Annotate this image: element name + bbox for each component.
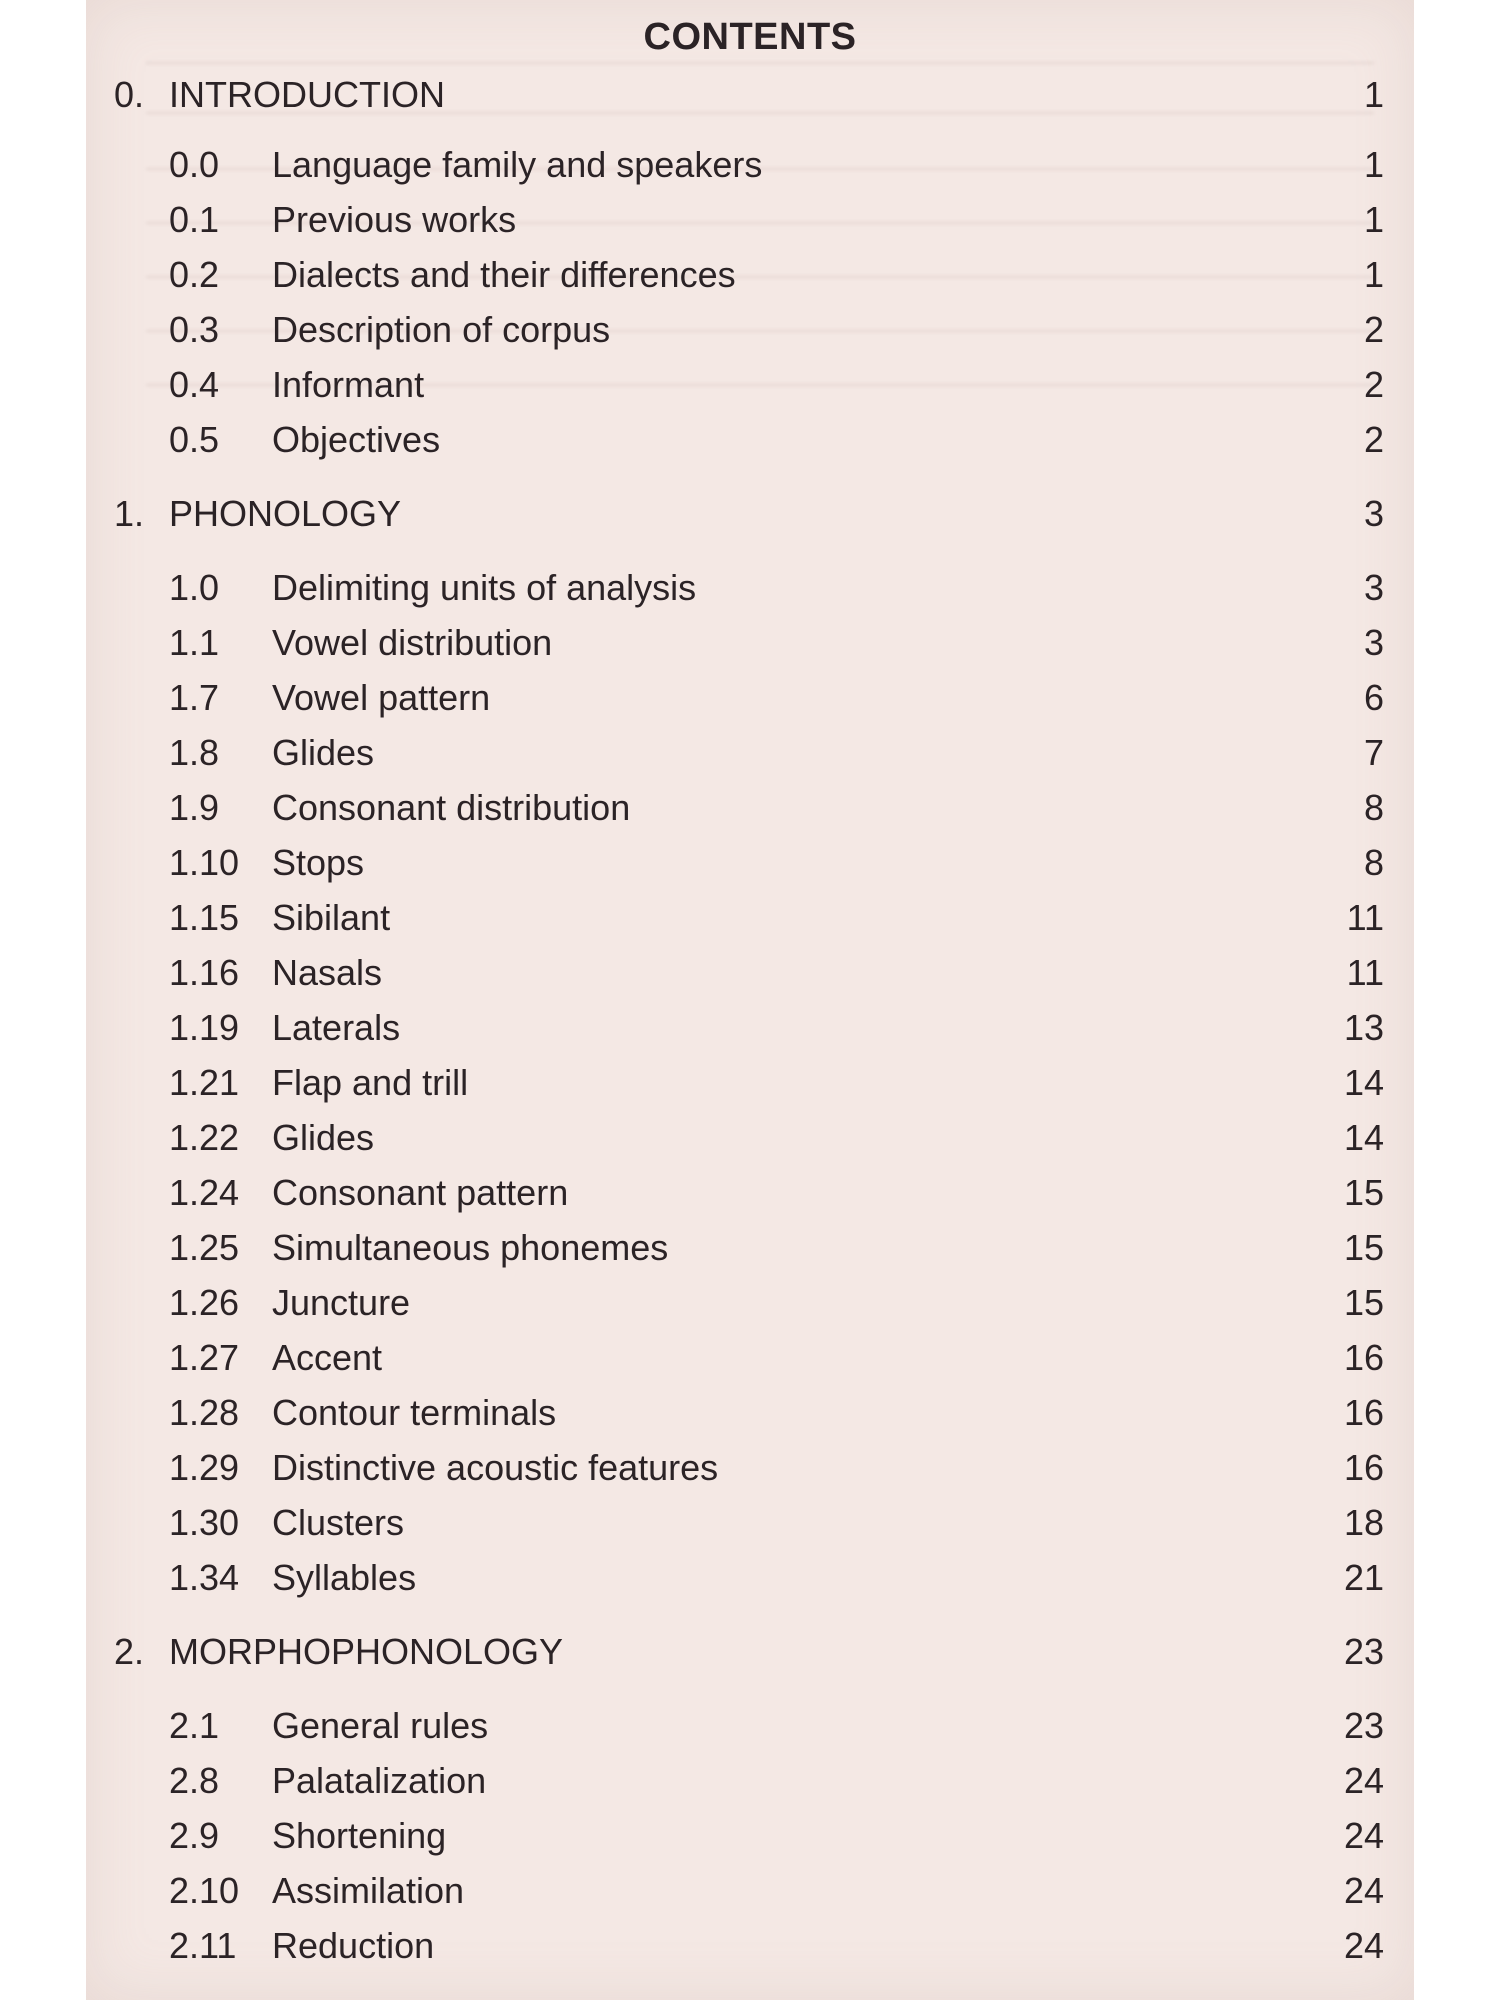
book-page [86, 0, 1414, 2000]
entry-title: Vowel pattern [272, 677, 491, 718]
section-entry[interactable] [86, 197, 1414, 243]
entry-title: Flap and trill [272, 1062, 469, 1103]
entry-title: Shortening [272, 1815, 447, 1856]
entry-number: 2.1 [169, 1705, 220, 1746]
entry-page-number: 11 [1346, 897, 1384, 938]
entry-title: Clusters [272, 1502, 405, 1543]
entry-page-number: 23 [1343, 1631, 1384, 1672]
entry-page-number: 14 [1343, 1062, 1384, 1103]
entry-number: 1.30 [169, 1502, 240, 1543]
section-entry[interactable] [86, 1280, 1414, 1326]
entry-page-number: 15 [1343, 1172, 1384, 1213]
entry-number: 2.9 [169, 1815, 220, 1856]
entry-number: 1.7 [169, 677, 220, 718]
entry-page-number: 6 [1363, 677, 1384, 718]
section-entry[interactable] [86, 1390, 1414, 1436]
section-entry[interactable] [86, 1500, 1414, 1546]
section-entry[interactable] [86, 730, 1414, 776]
section-entry[interactable] [86, 1445, 1414, 1491]
entry-title: Syllables [272, 1557, 417, 1598]
section-entry[interactable] [86, 252, 1414, 298]
entry-page-number: 2 [1363, 364, 1384, 405]
section-entry[interactable] [86, 362, 1414, 408]
entry-title: General rules [272, 1705, 489, 1746]
entry-number: 1.21 [169, 1062, 240, 1103]
entry-number: 1.15 [169, 897, 240, 938]
entry-page-number: 24 [1343, 1870, 1384, 1911]
entry-page-number: 13 [1343, 1007, 1384, 1048]
section-entry[interactable] [86, 307, 1414, 353]
entry-title: Palatalization [272, 1760, 487, 1801]
section-entry[interactable] [86, 675, 1414, 721]
section-entry[interactable] [86, 1335, 1414, 1381]
entry-page-number: 18 [1343, 1502, 1384, 1543]
entry-title: Juncture [272, 1282, 411, 1323]
section-entry[interactable] [86, 565, 1414, 611]
entry-title: Objectives [272, 419, 441, 460]
entry-number: 0.5 [169, 419, 220, 460]
section-entry[interactable] [86, 785, 1414, 831]
entry-page-number: 1 [1363, 199, 1384, 240]
section-entry[interactable] [86, 620, 1414, 666]
entry-page-number: 3 [1363, 567, 1384, 608]
entry-title: Simultaneous phonemes [272, 1227, 669, 1268]
chapter-entry[interactable] [86, 72, 1414, 118]
section-entry[interactable] [86, 1115, 1414, 1161]
entry-page-number: 14 [1343, 1117, 1384, 1158]
entry-page-number: 3 [1363, 493, 1384, 534]
section-entry[interactable] [86, 1005, 1414, 1051]
entry-title: Reduction [272, 1925, 435, 1966]
entry-page-number: 8 [1363, 842, 1384, 883]
entry-page-number: 2 [1363, 309, 1384, 350]
entry-title: Glides [272, 1117, 375, 1158]
entry-title: Nasals [272, 952, 383, 993]
entry-number: 2.8 [169, 1760, 220, 1801]
entry-title: Description of corpus [272, 309, 611, 350]
entry-number: 1.1 [169, 622, 220, 663]
section-entry[interactable] [86, 1703, 1414, 1749]
entry-title: Consonant distribution [272, 787, 631, 828]
entry-title: Glides [272, 732, 375, 773]
entry-page-number: 11 [1346, 952, 1384, 993]
entry-number: 1.9 [169, 787, 220, 828]
entry-page-number: 2 [1363, 419, 1384, 460]
entry-page-number: 24 [1343, 1815, 1384, 1856]
entry-page-number: 16 [1343, 1337, 1384, 1378]
entry-number: 1. [114, 493, 145, 534]
entry-number: 1.16 [169, 952, 240, 993]
section-entry[interactable] [86, 1868, 1414, 1914]
entry-number: 1.34 [169, 1557, 240, 1598]
entry-page-number: 1 [1363, 254, 1384, 295]
chapter-entry[interactable] [86, 491, 1414, 537]
entry-title: Distinctive acoustic features [272, 1447, 719, 1488]
entry-title: Consonant pattern [272, 1172, 569, 1213]
contents-title: CONTENTS [643, 16, 857, 58]
section-entry[interactable] [86, 895, 1414, 941]
entry-number: 1.10 [169, 842, 240, 883]
section-entry[interactable] [86, 950, 1414, 996]
section-entry[interactable] [86, 840, 1414, 886]
entry-number: 1.19 [169, 1007, 240, 1048]
entry-title: Delimiting units of analysis [272, 567, 697, 608]
section-entry[interactable] [86, 1923, 1414, 1969]
entry-number: 2. [114, 1631, 145, 1672]
entry-title: Assimilation [272, 1870, 465, 1911]
entry-page-number: 1 [1363, 74, 1384, 115]
entry-title: Vowel distribution [272, 622, 553, 663]
entry-number: 0.2 [169, 254, 220, 295]
entry-title: Sibilant [272, 897, 391, 938]
entry-title: Dialects and their differences [272, 254, 736, 295]
entry-page-number: 24 [1343, 1925, 1384, 1966]
section-entry[interactable] [86, 1758, 1414, 1804]
section-entry[interactable] [86, 1170, 1414, 1216]
entry-number: 2.11 [169, 1925, 237, 1966]
entry-number: 0.0 [169, 144, 220, 185]
entry-page-number: 3 [1363, 622, 1384, 663]
entry-number: 1.28 [169, 1392, 240, 1433]
section-entry[interactable] [86, 142, 1414, 188]
entry-title: Language family and speakers [272, 144, 763, 185]
entry-title: Informant [272, 364, 425, 405]
entry-page-number: 15 [1343, 1282, 1384, 1323]
entry-number: 2.10 [169, 1870, 240, 1911]
entry-page-number: 24 [1343, 1760, 1384, 1801]
entry-page-number: 23 [1343, 1705, 1384, 1746]
entry-number: 1.29 [169, 1447, 240, 1488]
entry-number: 0. [114, 74, 145, 115]
entry-title: Previous works [272, 199, 517, 240]
chapter-entry[interactable] [86, 1629, 1414, 1675]
section-entry[interactable] [86, 1225, 1414, 1271]
entry-number: 1.22 [169, 1117, 240, 1158]
entry-title: Contour terminals [272, 1392, 557, 1433]
section-entry[interactable] [86, 1813, 1414, 1859]
entry-title: MORPHOPHONOLOGY [169, 1631, 564, 1672]
section-entry[interactable] [86, 1555, 1414, 1601]
entry-page-number: 16 [1343, 1447, 1384, 1488]
entry-page-number: 8 [1363, 787, 1384, 828]
entry-title: Laterals [272, 1007, 401, 1048]
entry-title: PHONOLOGY [169, 493, 402, 534]
entry-number: 0.1 [169, 199, 220, 240]
entry-page-number: 1 [1363, 144, 1384, 185]
entry-number: 1.8 [169, 732, 220, 773]
entry-title: Stops [272, 842, 365, 883]
entry-page-number: 21 [1343, 1557, 1384, 1598]
entry-number: 1.26 [169, 1282, 240, 1323]
entry-number: 1.25 [169, 1227, 240, 1268]
entry-number: 0.4 [169, 364, 220, 405]
section-entry[interactable] [86, 1060, 1414, 1106]
entry-number: 1.24 [169, 1172, 240, 1213]
entry-title: INTRODUCTION [169, 74, 445, 115]
entry-number: 0.3 [169, 309, 220, 350]
entry-page-number: 16 [1343, 1392, 1384, 1433]
section-entry[interactable] [86, 417, 1414, 463]
entry-page-number: 15 [1343, 1227, 1384, 1268]
entry-page-number: 7 [1363, 732, 1384, 773]
entry-title: Accent [272, 1337, 383, 1378]
entry-number: 1.0 [169, 567, 220, 608]
entry-number: 1.27 [169, 1337, 240, 1378]
